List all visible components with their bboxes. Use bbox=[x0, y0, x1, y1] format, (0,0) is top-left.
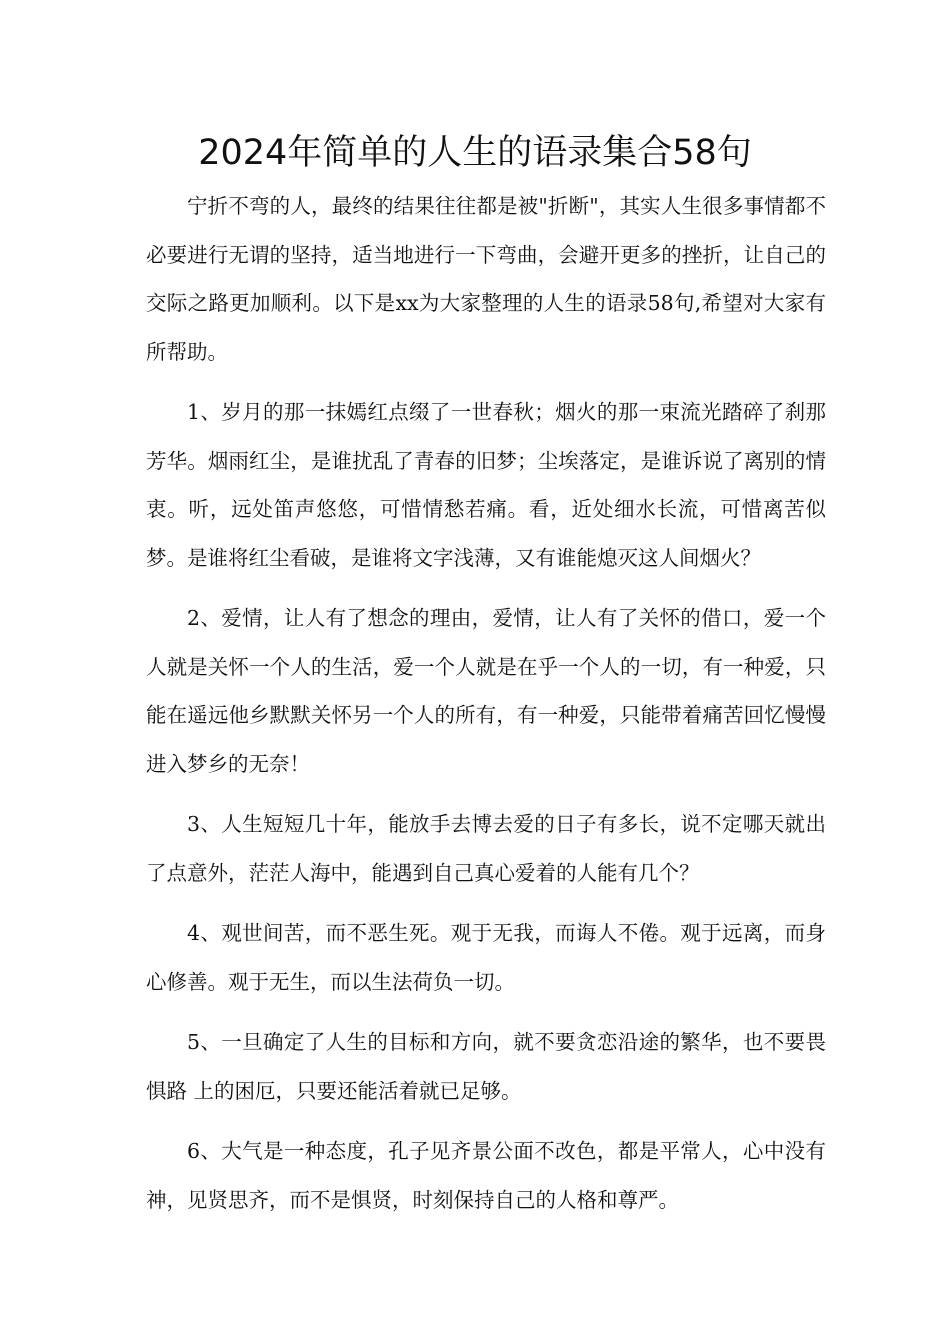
quote-paragraph-4: 4、观世间苦，而不恶生死。观于无我，而诲人不倦。观于远离，而身心修善。观于无生，而以生法荷负一切。 bbox=[146, 921, 826, 994]
quote-paragraph-2: 2、爱情，让人有了想念的理由，爱情，让人有了关怀的借口，爱一个人就是关怀一个人的生活，爱一个人就是在乎一个人的一切，有一种爱，只能在遥远他乡默默关怀另一个人的所有，有一种爱，只能带着痛苦回忆慢慢进入梦乡的无奈！ bbox=[146, 606, 826, 776]
quote-paragraph-5: 5、一旦确定了人生的目标和方向，就不要贪恋沿途的繁华，也不要畏惧路 上的困厄，只要还能活着就已足够。 bbox=[146, 1030, 826, 1103]
quote-paragraph-1: 1、岁月的那一抹嫣红点缀了一世春秋；烟火的那一束流光踏碎了刹那芳华。烟雨红尘，是谁扰乱了青春的旧梦；尘埃落定，是谁诉说了离别的情衷。听，远处笛声悠悠，可惜情愁若痛。看，近处细水长流，可惜离苦似梦。是谁将红尘看破，是谁将文字浅薄，又有谁能熄灭这人间烟火？ bbox=[146, 400, 826, 570]
intro-paragraph: 宁折不弯的人，最终的结果往往都是被"折断"，其实人生很多事情都不必要进行无谓的坚持，适当地进行一下弯曲，会避开更多的挫折，让自己的交际之路更加顺利。以下是xx为大家整理的人生的语录58句,希望对大家有所帮助。 bbox=[146, 194, 826, 364]
document-body bbox=[146, 182, 826, 1236]
document-title: 2024年简单的人生的语录集合58句 bbox=[198, 133, 752, 173]
quote-paragraph-3: 3、人生短短几十年，能放手去博去爱的日子有多长，说不定哪天就出了点意外，茫茫人海中，能遇到自己真心爱着的人能有几个？ bbox=[146, 812, 826, 885]
quote-paragraph-6: 6、大气是一种态度，孔子见齐景公面不改色，都是平常人，心中没有神，见贤思齐，而不是惧贤，时刻保持自己的人格和尊严。 bbox=[146, 1139, 826, 1212]
